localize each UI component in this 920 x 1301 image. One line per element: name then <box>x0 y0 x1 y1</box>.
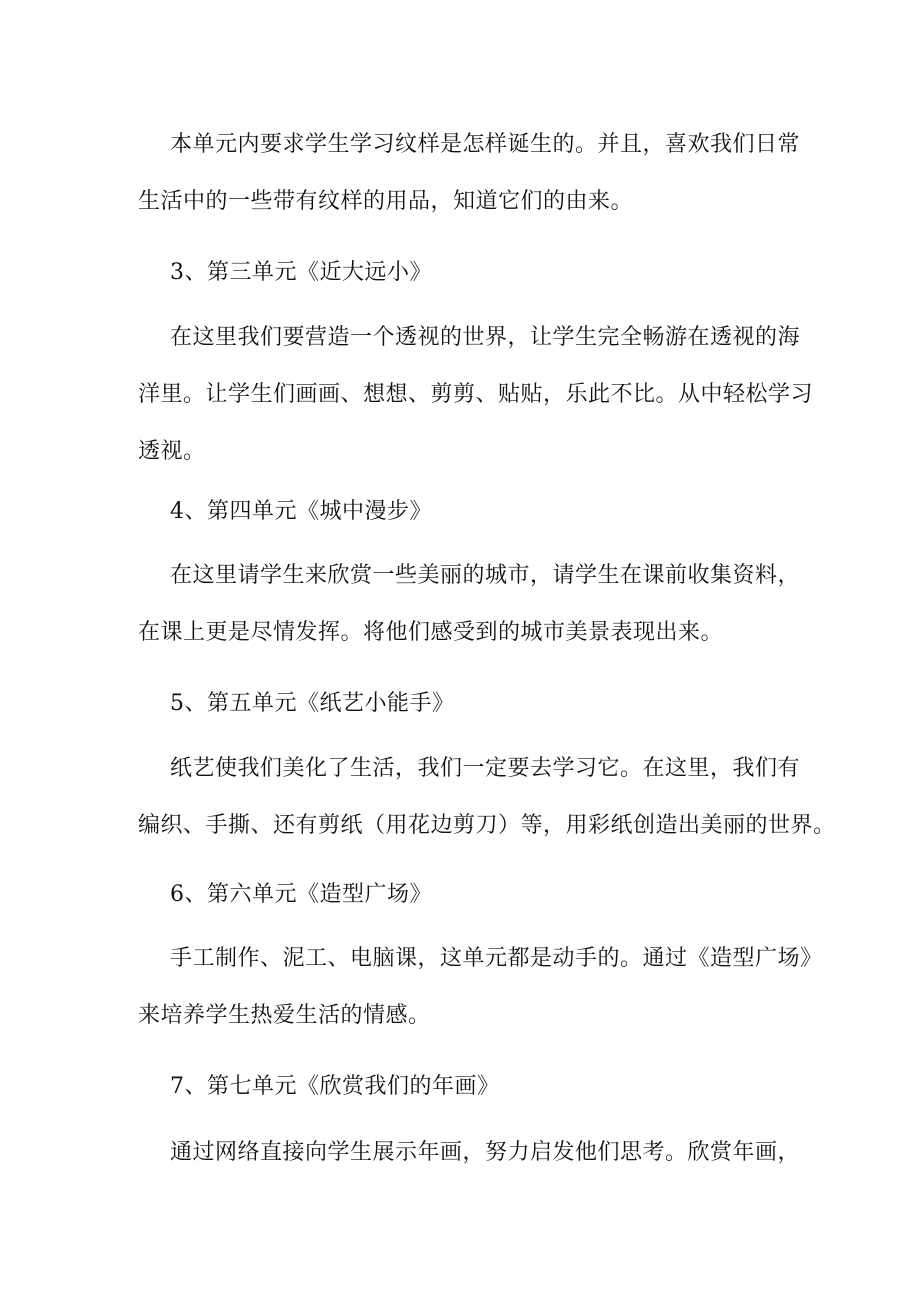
text-line: 通过网络直接向学生展示年画，努力启发他们思考。欣赏年画， <box>170 1140 801 1165</box>
text-line: 纸艺使我们美化了生活，我们一定要去学习它。在这里，我们有 <box>170 756 801 781</box>
text-line: 在这里请学生来欣赏一些美丽的城市，请学生在课前收集资料， <box>170 563 801 588</box>
text-line: 生活中的一些带有纹样的用品，知道它们的由来。 <box>138 189 634 214</box>
text-line: 洋里。让学生们画画、想想、剪剪、贴贴，乐此不比。从中轻松学习 <box>138 382 814 407</box>
paragraph-unit-3-description <box>138 309 814 480</box>
section-heading: 6、第六单元《造型广场》 <box>170 882 432 907</box>
heading-unit-4 <box>138 483 798 540</box>
text-line: 编织、手撕、还有剪纸（用花边剪刀）等，用彩纸创造出美丽的世界。 <box>138 813 836 838</box>
section-heading: 5、第五单元《纸艺小能手》 <box>170 691 455 716</box>
text-line: 手工制作、泥工、电脑课，这单元都是动手的。通过《造型广场》 <box>170 946 823 971</box>
text-line: 在课上更是尽情发挥。将他们感受到的城市美景表现出来。 <box>138 620 724 645</box>
text-line: 来培养学生热爱生活的情感。 <box>138 1003 431 1028</box>
section-heading: 4、第四单元《城中漫步》 <box>170 499 432 524</box>
heading-unit-6 <box>138 866 798 923</box>
section-heading: 7、第七单元《欣赏我们的年画》 <box>170 1074 500 1099</box>
heading-unit-3 <box>138 244 798 301</box>
paragraph-unit-2-description <box>138 116 801 230</box>
paragraph-unit-6-description <box>138 930 823 1044</box>
text-line: 在这里我们要营造一个透视的世界，让学生完全畅游在透视的海 <box>170 325 801 350</box>
heading-unit-5 <box>138 675 798 732</box>
paragraph-unit-5-description <box>138 740 836 854</box>
text-line: 透视。 <box>138 439 206 464</box>
text-line: 本单元内要求学生学习纹样是怎样诞生的。并且，喜欢我们日常 <box>170 132 801 157</box>
section-heading: 3、第三单元《近大远小》 <box>170 260 432 285</box>
paragraph-unit-4-description <box>138 547 801 661</box>
paragraph-unit-7-description <box>138 1124 801 1181</box>
heading-unit-7 <box>138 1058 798 1115</box>
